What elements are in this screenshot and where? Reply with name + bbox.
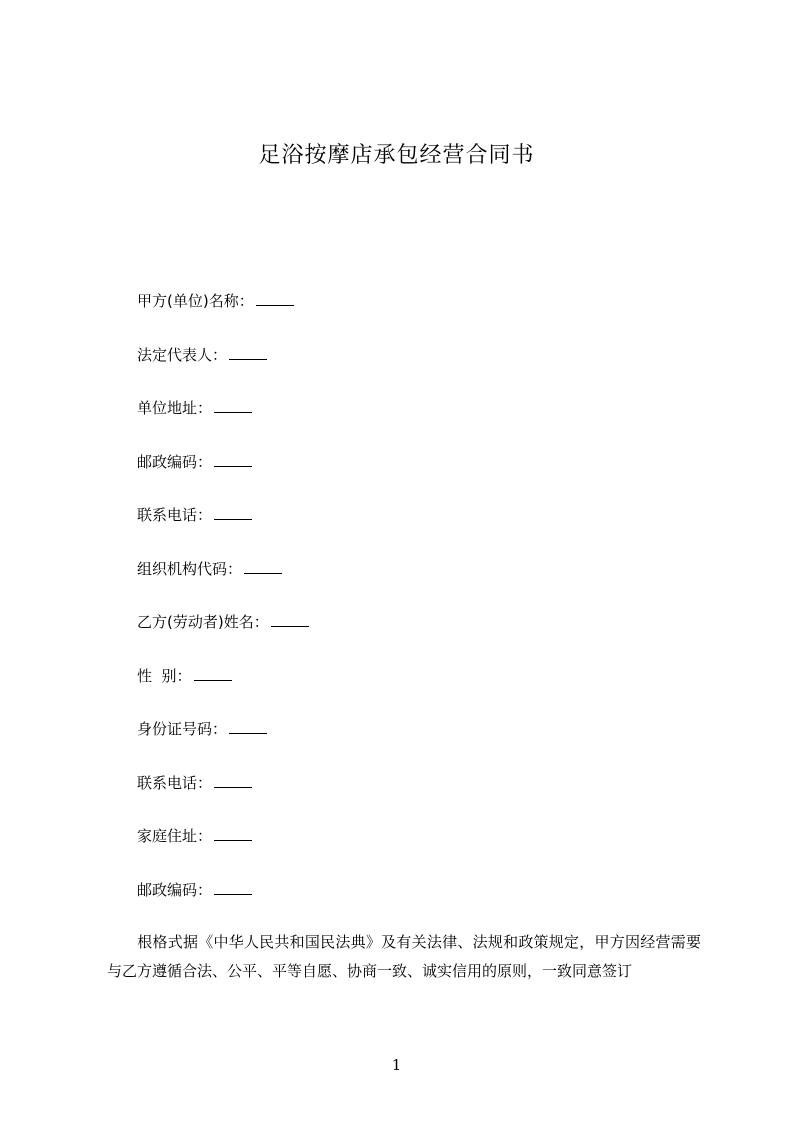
field-label: 甲方(单位)名称： <box>137 292 254 310</box>
field-phone-a <box>137 502 697 556</box>
blank-line[interactable] <box>214 773 252 788</box>
field-home-address <box>137 823 697 877</box>
field-label: 联系电话： <box>137 506 213 524</box>
field-postal-code-a <box>137 449 697 503</box>
field-postal-code-b <box>137 877 697 931</box>
field-label: 法定代表人： <box>137 345 228 364</box>
blank-line[interactable] <box>214 452 252 467</box>
field-id-number <box>137 716 697 770</box>
field-label: 身份证号码： <box>137 720 228 738</box>
blank-line[interactable] <box>214 398 252 413</box>
field-unit-address <box>137 395 697 449</box>
blank-line[interactable] <box>271 612 309 627</box>
field-label: 邮政编码： <box>137 880 213 899</box>
field-label: 邮政编码： <box>137 452 213 471</box>
field-org-code <box>137 556 697 610</box>
page-number: 1 <box>391 1056 402 1074</box>
blank-line[interactable] <box>214 826 252 841</box>
field-phone-b <box>137 770 697 824</box>
blank-line[interactable] <box>244 559 282 574</box>
field-legal-representative <box>137 342 697 396</box>
field-label: 乙方(劳动者)姓名： <box>137 613 269 631</box>
blank-line[interactable] <box>229 345 267 360</box>
field-label: 家庭住址： <box>137 827 213 845</box>
field-label: 联系电话： <box>137 773 213 792</box>
field-label: 单位地址： <box>137 399 213 417</box>
blank-line[interactable] <box>214 505 252 520</box>
field-label: 组织机构代码： <box>137 559 243 578</box>
blank-line[interactable] <box>194 666 232 681</box>
blank-line[interactable] <box>256 291 294 306</box>
blank-line[interactable] <box>214 880 252 895</box>
field-gender <box>137 663 697 717</box>
document-title: 足浴按摩店承包经营合同书 <box>258 143 535 168</box>
field-party-a-name <box>137 288 697 342</box>
form-fields <box>137 288 697 930</box>
field-party-b-name <box>137 609 697 663</box>
contract-paragraph <box>107 928 701 986</box>
field-label: 性 别： <box>137 666 192 685</box>
paragraph-text: 根格式据《中华人民共和国民法典》及有关法律、法规和政策规定，甲方因经营需要与乙方遵循合法、公平、平等自愿、协商一致、诚实信用的原则，一致同意签订 <box>107 933 701 980</box>
blank-line[interactable] <box>229 719 267 734</box>
